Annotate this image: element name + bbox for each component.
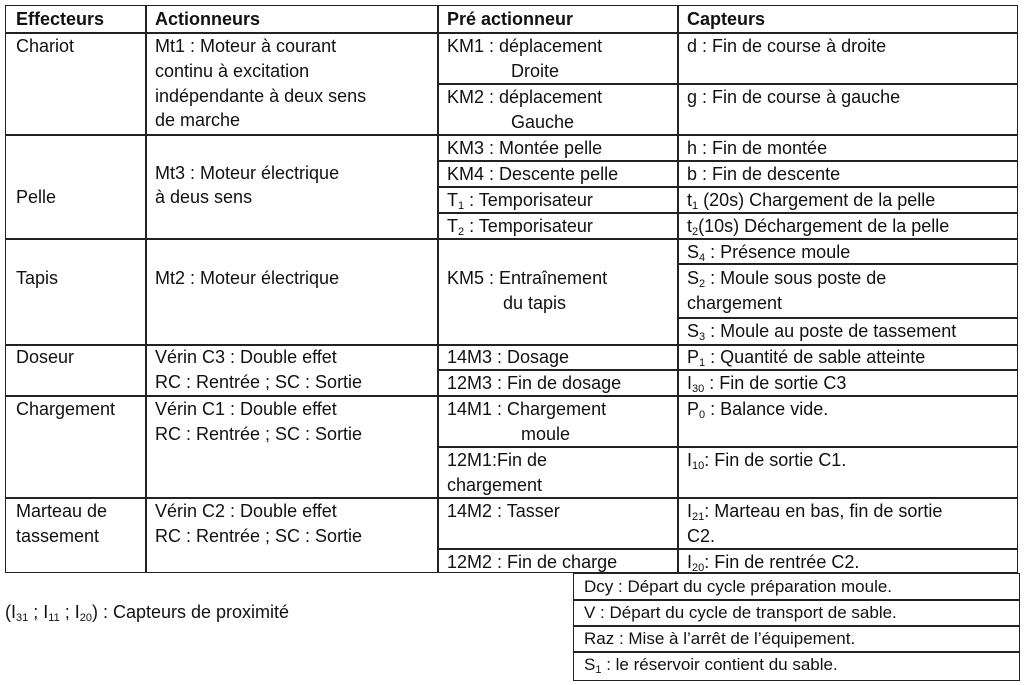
preact-14m1-line2: moule — [521, 424, 571, 444]
col-divider-2 — [437, 6, 439, 573]
capteur-b: b : Fin de descente — [687, 164, 841, 184]
actionneur-mt3-line1: Mt3 : Moteur électrique — [155, 163, 340, 183]
effecteur-pelle: Pelle — [16, 187, 57, 207]
capteur-i20: $I_{20}$: Fin de rentrée C2. — [687, 552, 860, 574]
header-capteurs: Capteurs — [687, 9, 766, 29]
capteur-p0: $P_0$ : Balance vide. — [687, 399, 829, 421]
preact-km2-line1: KM2 : déplacement — [447, 87, 603, 107]
actionneur-mt1-line2: continu à excitation — [155, 61, 310, 81]
effecteur-doseur: Doseur — [16, 347, 75, 367]
preact-12m1-line1: 12M1:Fin de — [447, 450, 548, 470]
capteur-i30: $I_{30}$ : Fin de sortie C3 — [687, 373, 847, 395]
header-effecteurs: Effecteurs — [16, 9, 105, 29]
capteur-s2: $S_2$ : Moule sous poste de — [687, 268, 887, 290]
capteur-s2-line2: chargement — [687, 293, 783, 313]
effecteur-chariot: Chariot — [16, 36, 75, 56]
preact-km3: KM3 : Montée pelle — [447, 138, 603, 158]
preact-12m3: 12M3 : Fin de dosage — [447, 373, 622, 393]
preact-14m3: 14M3 : Dosage — [447, 347, 570, 367]
effecteur-marteau-line1: Marteau de — [16, 501, 108, 521]
preact-14m2: 14M2 : Tasser — [447, 501, 560, 521]
header-pre-actionneur: Pré actionneur — [447, 9, 574, 29]
actionneur-c2-line1: Vérin C2 : Double effet — [155, 501, 337, 521]
actionneur-mt3-line2: à deus sens — [155, 187, 253, 207]
preact-t2: $T_2$ : Temporisateur — [447, 216, 593, 238]
actionneur-c1-line2: RC : Rentrée ; SC : Sortie — [155, 424, 363, 444]
capteur-s3: $S_3$ : Moule au poste de tassement — [687, 321, 957, 343]
preact-km4: KM4 : Descente pelle — [447, 164, 619, 184]
capteur-s4: $S_4$ : Présence moule — [687, 242, 851, 264]
actionneur-c3-line1: Vérin C3 : Double effet — [155, 347, 337, 367]
preact-t1: $T_1$ : Temporisateur — [447, 190, 593, 212]
effecteur-tapis: Tapis — [16, 268, 59, 288]
preact-km5-line2: du tapis — [503, 293, 567, 313]
proximity-sensors-note: ($I_{31}$ ; $I_{11}$ ; $I_{20}$) : Capteurs de proximité — [5, 602, 290, 624]
col-divider-3 — [677, 6, 679, 573]
preact-km1-line1: KM1 : déplacement — [447, 36, 603, 56]
capteur-t1: $t_1$ (20s) Chargement de la pelle — [687, 190, 936, 212]
header-actionneurs: Actionneurs — [155, 9, 261, 29]
preact-14m1-line1: 14M1 : Chargement — [447, 399, 607, 419]
capteur-t2: $t_2(10s)$ Déchargement de la pelle — [687, 216, 950, 238]
effecteur-marteau-line2: tassement — [16, 526, 100, 546]
sensors-actuators-table — [5, 5, 1018, 573]
preact-12m2: 12M2 : Fin de charge — [447, 552, 618, 572]
capteur-i21: $I_{21}$: Marteau en bas, fin de sortie — [687, 501, 943, 523]
command-v: V : Départ du cycle de transport de sable. — [584, 603, 897, 622]
actionneur-mt1-line1: Mt1 : Moteur à courant — [155, 36, 337, 56]
capteur-g: g : Fin de course à gauche — [687, 87, 901, 107]
command-dcy: Dcy : Départ du cycle préparation moule. — [584, 577, 893, 596]
capteur-d: d : Fin de course à droite — [687, 36, 887, 56]
actionneur-c3-line2: RC : Rentrée ; SC : Sortie — [155, 372, 363, 392]
capteur-p1: $P_1$ : Quantité de sable atteinte — [687, 347, 926, 369]
capteur-h: h : Fin de montée — [687, 138, 828, 158]
preact-km5-line1: KM5 : Entraînement — [447, 268, 608, 288]
actionneur-c2-line2: RC : Rentrée ; SC : Sortie — [155, 526, 363, 546]
actionneur-mt2: Mt2 : Moteur électrique — [155, 268, 340, 288]
actionneur-mt1-line4: de marche — [155, 110, 241, 130]
effecteur-chargement: Chargement — [16, 399, 116, 419]
preact-km2-line2: Gauche — [511, 112, 575, 132]
actionneur-mt1-line3: indépendante à deux sens — [155, 86, 367, 106]
capteur-i10: $I_{10}$: Fin de sortie C1. — [687, 450, 847, 472]
capteur-i21-line2: C2. — [687, 526, 716, 546]
command-raz: Raz : Mise à l’arrêt de l’équipement. — [584, 629, 856, 648]
actionneur-c1-line1: Vérin C1 : Double effet — [155, 399, 337, 419]
preact-km1-line2: Droite — [511, 61, 560, 81]
sensor-s1: $S_1$ : le réservoir contient du sable. — [584, 655, 838, 676]
commands-box — [573, 573, 1020, 681]
col-divider-1 — [145, 6, 147, 573]
preact-12m1-line2: chargement — [447, 475, 543, 495]
